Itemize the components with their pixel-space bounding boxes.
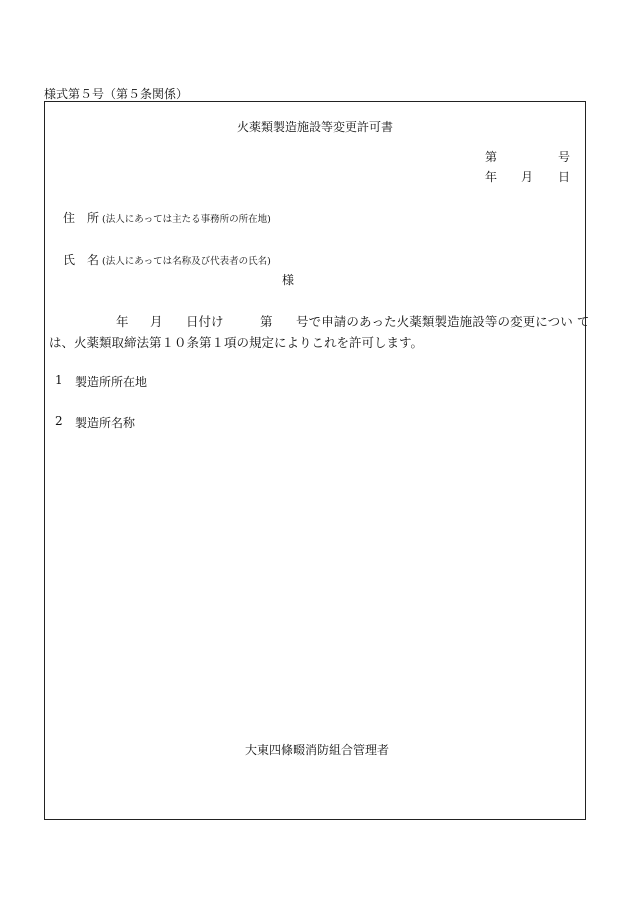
number-suffix: 号 — [558, 150, 571, 164]
address-note: (法人にあっては主たる事務所の所在地) — [102, 214, 271, 225]
body-line2: は、火薬類取締法第１０条第１項の規定によりこれを許可します。 — [49, 335, 424, 350]
body-year: 年 — [116, 314, 129, 329]
date-year: 年 — [485, 170, 498, 184]
body-dated: 日付け — [186, 314, 224, 329]
name-label-1: 氏 — [63, 253, 76, 267]
issuer-name: 大東四條畷消防組合管理者 — [245, 743, 390, 757]
body-month: 月 — [150, 314, 163, 329]
name-label-2: 名 — [87, 253, 100, 267]
item-number: 2 — [55, 414, 63, 428]
form-number-label: 様式第５号（第５条関係） — [44, 87, 189, 101]
date-day: 日 — [558, 170, 571, 184]
honorific: 様 — [282, 273, 295, 287]
number-prefix: 第 — [485, 150, 498, 164]
date-month: 月 — [521, 170, 534, 184]
form-frame — [44, 101, 586, 820]
address-label-1: 住 — [63, 211, 76, 225]
item-text: 製造所名称 — [75, 416, 136, 430]
body-dai: 第 — [260, 314, 273, 329]
document-title: 火薬類製造施設等変更許可書 — [236, 120, 393, 134]
body-line1-rest: 号で申請のあった火薬類製造施設等の変更につい て — [296, 314, 590, 329]
name-note: (法人にあっては名称及び代表者の氏名) — [102, 256, 271, 267]
item-text: 製造所所在地 — [75, 375, 148, 389]
address-label-2: 所 — [87, 211, 100, 225]
item-number: 1 — [55, 373, 63, 387]
